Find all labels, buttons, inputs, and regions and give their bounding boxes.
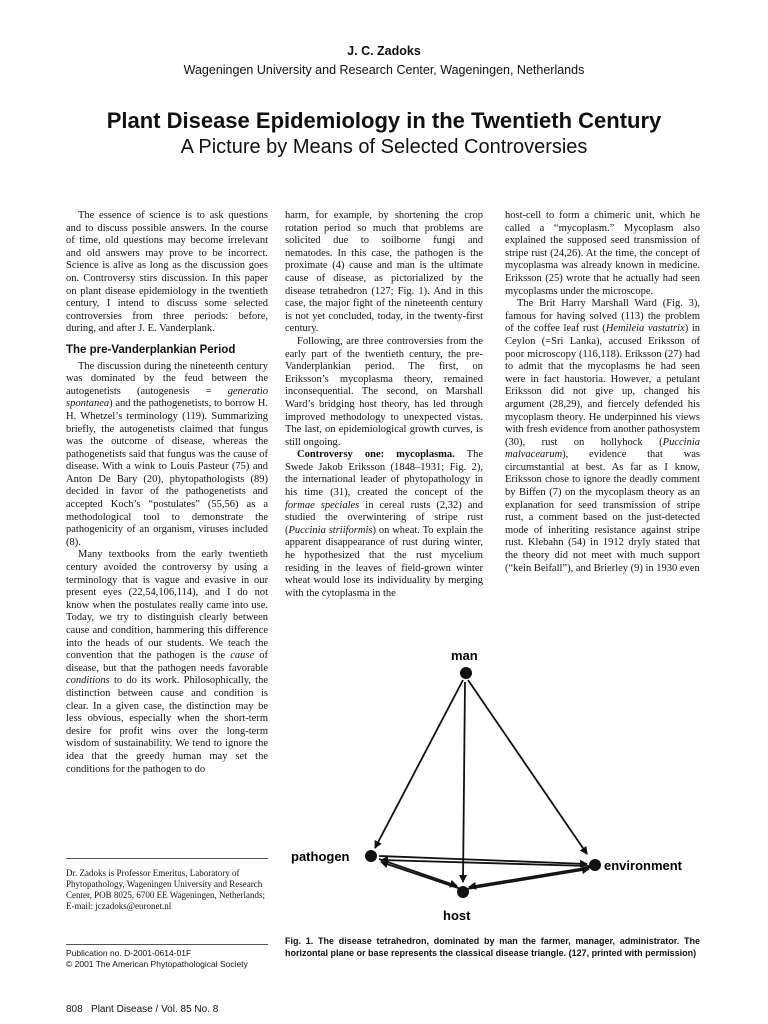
text-run: ), evidence that was circumstantial at best. As far as I know, Eriksson chose to ignore the deadly comment by Biffen (7) on the mycoplasm theory as an explanation for seed transmission of stripe rust, a comment based on the just-detected mode of inheriting resistance against stripe rust. Klebahn (54) in 1912 dryly stated that the theory did not meet with much support (“kein Beifall”), and Brierley (9) in 1930 even	[505, 449, 700, 574]
text-run: The Swede Jakob Eriksson (1848–1931; Fig. 2), the international leader of phytopathology in his time (31), created the concept of the	[285, 449, 483, 499]
label-environment: environment	[604, 858, 683, 873]
arrow-pathogen-to-host	[379, 859, 457, 886]
publication-info	[66, 948, 268, 970]
text-run: ) in Ceylon (=Sri Lanka), accused Eriksson of poor microscopy (116,118). Eriksson (27) had to admit that the mycoplasms he had seen were in fact haustoria. However, a petulant Eriksson did not give up, changed his argument (28,29), and fiercely defended his mycoplasm theory. He underpinned his views with fresh evidence from another pathosystem (30), rust on hollyhock (	[505, 323, 701, 448]
arrow-man-to-pathogen	[375, 680, 463, 848]
paragraph	[66, 361, 268, 550]
text-run: to do its work. Philosophically, the distinction between cause and condition is clear. In a given case, the distinction may be less obvious, especially when the short-term desire for profit wins over the long-term wisdom of sustainability. We tend to ignore the idea that the greedy human may set the conditions for the pathogen to do	[66, 675, 268, 775]
arrow-host-to-pathogen	[381, 862, 461, 889]
copyright: © 2001 The American Phytopathological Society	[66, 959, 248, 969]
node-pathogen	[365, 850, 377, 862]
page-footer	[66, 1004, 218, 1015]
publication-number: Publication no. D-2001-0614-01F	[66, 948, 192, 958]
column-3	[505, 210, 700, 575]
figure-caption: Fig. 1. The disease tetrahedron, dominated by man the farmer, manager, administrator. The horizontal plane or base represents the classical disease triangle. (127, printed with permission)	[285, 936, 700, 958]
author-name: J. C. Zadoks	[347, 44, 421, 58]
author-note	[66, 868, 268, 912]
intro-paragraph: The essence of science is to ask questions and to discuss possible answers. In the course of time, old questions may become irrelevant and old answers may prove to be incorrect. Science is alive as long as the discussion goes on. Controversy stirs discussion. In this paper on plant disease epidemiology in the twentieth century, I intend to discuss some selected controversies from three periods: before, during, and after J. E. Vanderplank.	[66, 210, 268, 335]
italic-term: Puccinia striiformis	[288, 524, 373, 536]
column-1	[66, 210, 268, 776]
label-pathogen: pathogen	[291, 849, 350, 864]
paragraph	[505, 298, 700, 575]
subsection-heading: Controversy one: mycoplasma.	[297, 449, 455, 461]
node-environment	[589, 859, 601, 871]
arrow-man-to-environment	[468, 680, 587, 854]
label-host: host	[443, 908, 471, 923]
label-man: man	[451, 648, 478, 663]
column-2	[285, 210, 483, 600]
italic-term: generatio spontanea	[66, 385, 268, 410]
footnote-divider	[66, 858, 268, 859]
section-heading: The pre-Vanderplankian Period	[66, 343, 236, 356]
paper-subtitle: A Picture by Means of Selected Controversies	[180, 136, 588, 158]
journal-citation: Plant Disease / Vol. 85 No. 8	[91, 1004, 219, 1015]
publication-divider	[66, 944, 268, 945]
text-run: ) and the pathogenetists, to borrow H. H. Whetzel’s terminology (119). Summarizing briefly, the autogenetists claimed that fungus was the outcome of disease, whereas the pathogenetists said that fungus was the cause of disease. With a wink to Louis Pasteur (75) and Anton De Bary (20), phytopathologists (89) decided in favor of the pathogenetists and accepted Koch’s “postulates” (55,56) as a methodological tool to demonstrate the pathogenicity of an organism, viruses included (8).	[66, 398, 268, 548]
text-run: The Brit Harry Marshall Ward (Fig. 3), famous for having solved (113) the problem of the coffee leaf rust (	[505, 298, 700, 335]
paragraph	[285, 449, 483, 600]
page-number: 808	[66, 1004, 83, 1015]
paragraph: harm, for example, by shortening the crop rotation period so much that problems are solicited due to soilborne fungi and nematodes. In this case, the pathogen is the proximate (4) cause and man is the ultimate cause of disease, as pictorialized by the disease tetrahedron (127; Fig. 1). And in this case, the major fight of the nineteenth century is not yet concluded, today, in the twenty-first century.	[285, 210, 483, 335]
text-run: ) on wheat. To explain the apparent disappearance of rust during winter, he hypothesized that the rust mycelium residing in the leaves of field-grown winter wheat would lose its individuality by merging with the cytoplasma in the	[285, 524, 483, 599]
italic-term: cause	[230, 650, 255, 662]
italic-term: conditions	[66, 675, 110, 687]
text-run: in cereal rusts (2,32) and studied the overwintering of stripe rust (	[285, 499, 483, 536]
italic-term: Hemileia vastatrix	[605, 323, 685, 335]
paragraph: host-cell to form a chimeric unit, which he called a “mycoplasm.” Mycoplasm also explained the supposed seed transmission of stripe rust (24,26). At the time, the concept of mycoplasma was already known in medicine. Eriksson (25) wrote that he actually had seen mycoplasms under the microscope.	[505, 210, 700, 297]
arrow-host-to-environment	[467, 869, 589, 889]
author-affiliation: Wageningen University and Research Center, Wageningen, Netherlands	[183, 63, 585, 77]
text-run: of disease, but that the pathogen needs favorable	[66, 650, 268, 674]
disease-tetrahedron-figure	[285, 640, 700, 930]
paragraph	[66, 549, 268, 776]
text-run: The discussion during the nineteenth century was dominated by the feud between the autogenetists (autogenesis =	[66, 360, 268, 397]
arrow-man-to-host	[463, 682, 465, 882]
text-run: Many textbooks from the early twentieth century avoided the controversy by using a terminology that is vague and evasive in our present eyes (22,54,106,114), and I do not know when the postulates really came into use. Today, we try to distinguish clearly between cause and condition, hammering this difference into the heads of our students. We teach the convention that the pathogen is the	[66, 549, 268, 662]
paper-title: Plant Disease Epidemiology in the Twentieth Century	[106, 108, 662, 133]
node-man	[460, 667, 472, 679]
author-note-text: Dr. Zadoks is Professor Emeritus, Laboratory of Phytopathology, Wageningen University and Research Center, POB 8025, 6700 EE Wageningen, Netherlands;	[66, 868, 265, 900]
paragraph: Following, are three controversies from the early part of the twentieth century, the pre-Vanderplankian period. The first, on Eriksson’s mycoplasma theory, remained inconsequential. The second, on Marshall Ward’s bridging host theory, has led through improved methodology to unexpected vistas. The last, on epidemiological growth curves, is still ongoing.	[285, 335, 483, 448]
author-email[interactable]: E-mail: jczadoks@euronet.nl	[66, 901, 172, 911]
italic-term: Puccinia malvacearum	[505, 436, 700, 461]
arrow-environment-to-host	[469, 867, 591, 887]
node-host	[457, 886, 469, 898]
italic-term: formae speciales	[285, 499, 360, 511]
